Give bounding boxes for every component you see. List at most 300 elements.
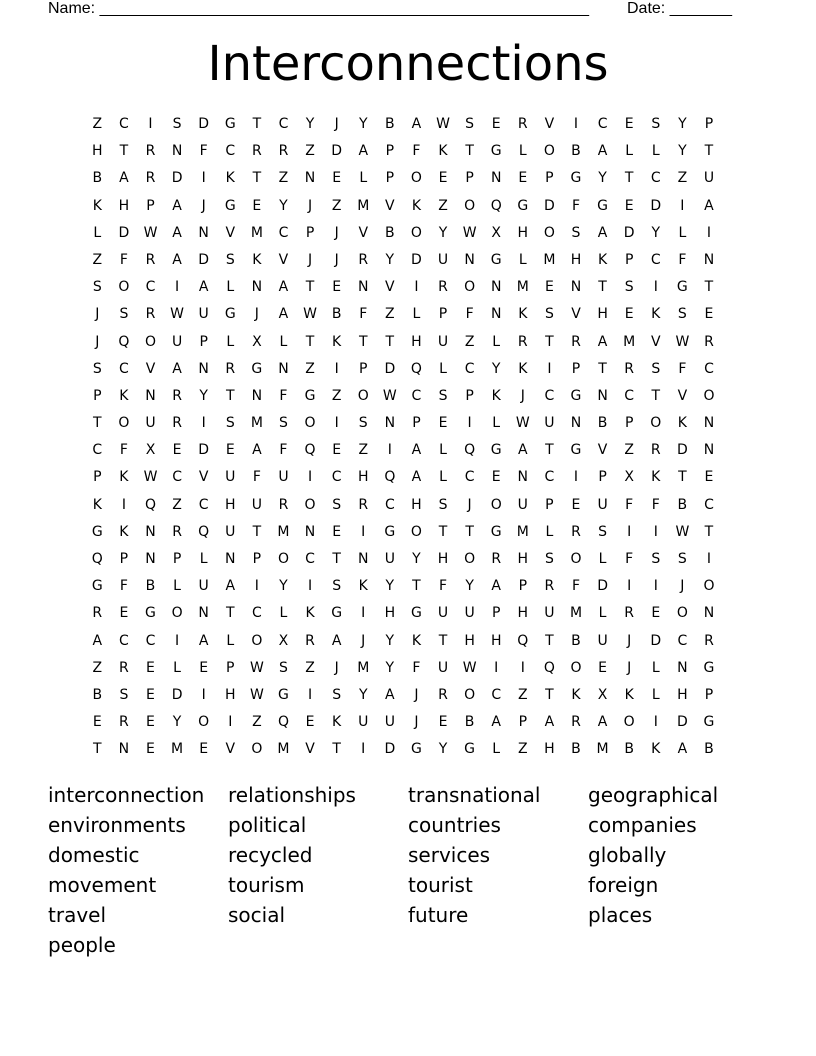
grid-letter: D (544, 197, 555, 214)
grid-letter: U (384, 551, 395, 567)
grid-letter: A (491, 578, 501, 595)
grid-letter: G (703, 714, 715, 731)
grid-letter: I (706, 551, 712, 567)
grid-letter: V (597, 442, 608, 459)
grid-letter: Y (678, 116, 687, 132)
grid-letter: Q (410, 360, 422, 377)
grid-letter: H (464, 632, 475, 649)
grid-letter: T (678, 469, 687, 486)
grid-letter: A (92, 632, 103, 649)
grid-letter: U (437, 333, 449, 350)
grid-letter: T (598, 360, 607, 377)
grid-letter: O (543, 143, 555, 160)
grid-letter: E (172, 442, 182, 459)
grid-letter: N (304, 523, 316, 540)
grid-letter: O (464, 197, 476, 214)
grid-letter: P (491, 605, 501, 622)
grid-letter: C (198, 496, 209, 513)
grid-letter: D (676, 714, 688, 731)
grid-letter: A (225, 578, 236, 595)
grid-letter: F (412, 659, 421, 676)
grid-letter: Z (278, 170, 289, 187)
grid-letter: C (650, 251, 661, 268)
grid-letter: K (491, 387, 501, 404)
grid-letter: G (91, 523, 103, 540)
grid-letter: F (678, 360, 687, 377)
grid-letter: W (675, 523, 690, 540)
grid-letter: L (439, 469, 447, 486)
grid-letter: G (224, 306, 236, 323)
grid-letter: N (384, 415, 396, 432)
grid-letter: U (544, 605, 555, 622)
grid-letter: T (305, 279, 315, 296)
grid-letter: L (173, 659, 181, 676)
grid-letter: I (334, 415, 339, 432)
grid-letter: E (305, 714, 315, 731)
grid-letter: W (462, 659, 477, 676)
grid-letter: V (305, 741, 315, 758)
grid-letter: E (92, 714, 102, 731)
grid-letter: N (703, 415, 715, 432)
grid-letter: I (307, 578, 313, 595)
grid-letter: K (651, 741, 661, 758)
grid-letter: V (358, 224, 369, 241)
grid-letter: R (571, 333, 581, 350)
grid-letter: R (517, 333, 528, 350)
grid-letter: I (148, 116, 153, 132)
grid-letter: T (412, 578, 421, 595)
grid-letter: X (624, 469, 634, 486)
grid-letter: L (492, 333, 501, 350)
letter-grid (84, 114, 722, 767)
grid-letter: I (653, 523, 658, 540)
grid-letter: W (303, 306, 317, 323)
grid-letter: G (384, 523, 396, 540)
grid-letter: P (385, 170, 395, 187)
grid-letter: Z (305, 659, 315, 676)
grid-letter: U (597, 496, 608, 513)
grid-letter: W (462, 224, 477, 241)
grid-letter: T (465, 523, 474, 540)
grid-letter: O (410, 170, 422, 187)
grid-letter: Z (358, 442, 369, 459)
grid-letter: L (439, 360, 447, 377)
grid-letter: W (249, 659, 264, 676)
grid-letter: B (92, 686, 103, 703)
grid-letter: P (226, 659, 235, 676)
grid-letter: F (651, 496, 660, 513)
grid-letter: I (706, 224, 712, 241)
grid-letter: D (650, 632, 662, 649)
grid-letter: V (385, 279, 395, 296)
grid-letter: P (412, 415, 421, 432)
grid-letter: H (225, 686, 236, 703)
word-list-item: political (228, 813, 307, 837)
grid-letter: P (93, 387, 102, 404)
grid-letter: M (596, 741, 609, 758)
grid-letter: E (146, 659, 155, 676)
grid-letter: C (251, 605, 262, 622)
grid-letter: H (597, 306, 608, 323)
grid-letter: F (359, 306, 368, 323)
grid-letter: T (225, 387, 235, 404)
grid-letter: N (597, 387, 608, 404)
grid-letter: N (251, 387, 263, 404)
grid-letter: R (145, 251, 156, 268)
grid-letter: N (225, 551, 236, 567)
grid-letter: O (410, 224, 422, 241)
grid-letter: R (305, 632, 315, 649)
grid-letter: T (385, 333, 395, 350)
grid-letter: X (491, 224, 501, 241)
grid-letter: Y (358, 686, 368, 703)
grid-letter: F (119, 442, 128, 459)
grid-letter: E (199, 741, 209, 758)
grid-letter: Z (624, 442, 634, 459)
grid-letter: G (464, 741, 476, 758)
grid-letter: Y (385, 578, 395, 595)
grid-letter: K (597, 251, 608, 268)
grid-letter: J (95, 333, 100, 350)
grid-letter: P (305, 224, 315, 241)
grid-letter: C (384, 496, 395, 513)
grid-letter: J (254, 306, 259, 323)
grid-letter: S (92, 360, 102, 377)
grid-letter: A (385, 686, 395, 703)
grid-letter: A (252, 442, 262, 459)
grid-letter: T (438, 523, 448, 540)
grid-letter: E (544, 279, 554, 296)
word-list-item: social (228, 903, 286, 927)
grid-letter: M (357, 659, 370, 676)
grid-letter: S (332, 496, 342, 513)
grid-letter: B (92, 170, 103, 187)
grid-letter: E (332, 442, 342, 459)
grid-letter: O (703, 578, 715, 595)
word-list-item: foreign (588, 873, 659, 897)
grid-letter: U (198, 306, 209, 323)
grid-letter: R (544, 578, 555, 595)
word-list-item: places (588, 903, 653, 927)
grid-letter: S (651, 116, 661, 132)
grid-letter: S (119, 306, 129, 323)
grid-letter: R (704, 333, 714, 350)
grid-letter: N (490, 279, 502, 296)
grid-letter: R (172, 387, 182, 404)
grid-letter: E (225, 442, 235, 459)
grid-letter: L (93, 224, 102, 241)
grid-letter: O (251, 632, 263, 649)
grid-letter: Q (91, 551, 103, 567)
grid-letter: R (571, 523, 581, 540)
grid-letter: B (597, 415, 608, 432)
grid-letter: G (91, 578, 103, 595)
grid-letter: P (518, 578, 528, 595)
grid-letter: H (570, 251, 582, 268)
grid-letter: I (121, 496, 126, 513)
grid-letter: P (172, 551, 182, 567)
grid-letter: J (334, 251, 339, 268)
grid-letter: C (331, 469, 342, 486)
grid-letter: K (518, 306, 528, 323)
grid-letter: A (491, 714, 501, 731)
grid-letter: H (437, 551, 449, 567)
grid-letter: U (544, 415, 555, 432)
grid-letter: N (490, 306, 502, 323)
grid-letter: P (704, 686, 714, 703)
grid-letter: O (650, 415, 662, 432)
grid-letter: P (624, 251, 634, 268)
grid-letter: R (172, 523, 182, 540)
grid-letter: L (173, 578, 181, 595)
grid-letter: P (93, 469, 102, 486)
grid-letter: N (145, 551, 156, 567)
grid-letter: Z (305, 143, 315, 160)
grid-letter: I (627, 578, 632, 595)
grid-letter: R (119, 659, 129, 676)
grid-letter: F (199, 143, 208, 160)
grid-letter: W (143, 469, 158, 486)
grid-letter: H (225, 496, 236, 513)
grid-letter: J (307, 197, 313, 214)
grid-letter: Z (464, 333, 475, 350)
grid-letter: V (544, 116, 555, 132)
grid-letter: A (411, 116, 422, 132)
grid-letter: J (307, 251, 313, 268)
grid-letter: G (251, 360, 263, 377)
grid-letter: W (382, 387, 397, 404)
grid-letter: K (518, 360, 528, 377)
grid-letter: L (598, 551, 607, 567)
grid-letter: S (358, 415, 368, 432)
word-list-item: interconnection (48, 783, 205, 807)
grid-letter: I (467, 415, 472, 432)
grid-letter: H (490, 632, 502, 649)
grid-letter: C (650, 170, 661, 187)
grid-letter: T (624, 170, 634, 187)
word-list-item: geographical (588, 783, 719, 807)
grid-letter: V (278, 251, 289, 268)
grid-letter: T (704, 279, 714, 296)
grid-letter: O (570, 551, 582, 567)
grid-letter: V (650, 333, 661, 350)
grid-letter: A (597, 333, 608, 350)
grid-letter: L (518, 251, 527, 268)
word-list-item: relationships (228, 783, 356, 807)
grid-letter: G (410, 741, 422, 758)
grid-letter: P (252, 551, 262, 567)
grid-letter: C (145, 279, 156, 296)
grid-letter: E (119, 605, 129, 622)
grid-letter: J (680, 578, 685, 595)
grid-letter: A (411, 442, 422, 459)
grid-letter: I (307, 469, 313, 486)
grid-letter: U (437, 659, 449, 676)
grid-letter: U (225, 469, 236, 486)
grid-letter: X (597, 686, 608, 703)
word-list-item: future (408, 903, 469, 927)
grid-letter: O (623, 714, 635, 731)
grid-letter: L (199, 551, 208, 567)
grid-letter: E (624, 116, 634, 132)
grid-letter: U (145, 415, 156, 432)
grid-letter: H (118, 197, 130, 214)
grid-letter: U (464, 605, 475, 622)
grid-letter: I (520, 659, 525, 676)
grid-letter: G (676, 279, 688, 296)
grid-letter: D (198, 116, 210, 132)
grid-letter: N (357, 551, 369, 567)
word-list-item: travel (48, 903, 107, 927)
grid-letter: S (332, 686, 342, 703)
grid-letter: L (412, 306, 421, 323)
grid-letter: C (597, 116, 608, 132)
grid-letter: G (278, 686, 289, 703)
grid-letter: G (410, 605, 422, 622)
grid-letter: P (119, 551, 129, 567)
grid-letter: P (518, 714, 528, 731)
grid-letter: M (569, 605, 583, 622)
grid-letter: Z (331, 197, 342, 214)
grid-letter: A (597, 224, 608, 241)
grid-letter: D (597, 578, 608, 595)
grid-letter: L (545, 523, 554, 540)
grid-letter: O (198, 714, 210, 731)
grid-letter: T (651, 387, 661, 404)
grid-letter: H (384, 605, 396, 622)
grid-letter: T (332, 551, 341, 567)
grid-letter: U (597, 632, 608, 649)
word-list-item: services (408, 843, 491, 867)
grid-letter: B (145, 578, 156, 595)
grid-letter: F (412, 143, 421, 160)
grid-letter: G (490, 442, 502, 459)
grid-letter: H (92, 143, 103, 160)
grid-letter: Y (279, 578, 288, 595)
grid-letter: E (146, 714, 155, 731)
grid-letter: S (225, 415, 235, 432)
grid-letter: Y (438, 224, 448, 241)
grid-letter: P (385, 143, 395, 160)
grid-letter: F (625, 496, 634, 513)
grid-letter: Y (358, 116, 368, 132)
grid-letter: Z (92, 116, 103, 132)
grid-letter: U (517, 496, 528, 513)
grid-letter: R (438, 279, 448, 296)
grid-letter: O (464, 551, 476, 567)
grid-letter: I (175, 632, 180, 649)
grid-letter: R (145, 306, 156, 323)
grid-letter: S (279, 659, 288, 676)
word-list-item: movement (48, 873, 157, 897)
grid-letter: E (199, 659, 209, 676)
grid-letter: S (651, 360, 661, 377)
grid-letter: G (490, 143, 502, 160)
grid-letter: A (358, 143, 369, 160)
grid-letter: T (93, 415, 102, 432)
grid-letter: O (118, 279, 130, 296)
grid-letter: X (278, 632, 289, 649)
grid-letter: V (198, 469, 209, 486)
grid-letter: A (172, 224, 182, 241)
grid-letter: J (627, 659, 632, 676)
date-field-label: Date: _______ (627, 0, 732, 17)
grid-letter: C (704, 496, 714, 513)
grid-letter: I (361, 741, 366, 758)
grid-letter: O (277, 551, 289, 567)
grid-letter: V (225, 224, 236, 241)
grid-letter: G (224, 116, 236, 132)
grid-letter: D (384, 741, 396, 758)
grid-letter: A (198, 279, 209, 296)
grid-letter: D (171, 686, 183, 703)
grid-letter: C (464, 469, 475, 486)
grid-letter: P (624, 415, 634, 432)
grid-letter: E (438, 170, 448, 187)
grid-letter: R (278, 496, 289, 513)
grid-letter: T (545, 333, 554, 350)
grid-letter: S (544, 551, 554, 567)
grid-letter: P (199, 333, 208, 350)
word-list-item: environments (48, 813, 186, 837)
grid-letter: Y (598, 170, 607, 187)
grid-letter: K (411, 632, 422, 649)
grid-letter: F (465, 306, 474, 323)
grid-letter: A (677, 741, 688, 758)
grid-letter: U (437, 251, 449, 268)
grid-letter: T (252, 116, 262, 132)
grid-letter: U (198, 578, 209, 595)
grid-letter: L (439, 442, 447, 459)
word-list-item: transnational (408, 783, 541, 807)
grid-letter: C (278, 116, 289, 132)
grid-letter: R (251, 143, 262, 160)
grid-letter: M (357, 197, 370, 214)
grid-letter: I (414, 279, 419, 296)
grid-letter: H (411, 333, 422, 350)
grid-letter: Q (198, 523, 210, 540)
grid-letter: C (544, 387, 555, 404)
grid-letter: S (119, 686, 129, 703)
name-field-label: Name: _______________________________________________________ (48, 0, 589, 17)
grid-letter: A (198, 632, 209, 649)
grid-letter: S (438, 387, 448, 404)
grid-letter: Z (677, 170, 688, 187)
grid-letter: O (357, 387, 369, 404)
grid-letter: K (438, 143, 448, 160)
grid-letter: N (703, 251, 715, 268)
grid-letter: F (279, 442, 288, 459)
grid-letter: S (651, 551, 661, 567)
grid-letter: O (490, 496, 502, 513)
word-list-item: tourist (408, 873, 473, 897)
grid-letter: R (145, 143, 156, 160)
grid-letter: N (703, 605, 715, 622)
grid-letter: W (436, 116, 450, 132)
grid-letter: I (201, 415, 206, 432)
grid-letter: P (598, 469, 607, 486)
grid-letter: E (651, 605, 661, 622)
grid-letter: K (358, 578, 368, 595)
grid-letter: M (277, 523, 290, 540)
grid-letter: C (464, 360, 475, 377)
grid-letter: T (119, 143, 129, 160)
grid-letter: I (228, 714, 233, 731)
grid-letter: G (570, 170, 582, 187)
grid-letter: R (491, 551, 502, 567)
grid-letter: Y (491, 360, 501, 377)
grid-letter: T (545, 442, 554, 459)
